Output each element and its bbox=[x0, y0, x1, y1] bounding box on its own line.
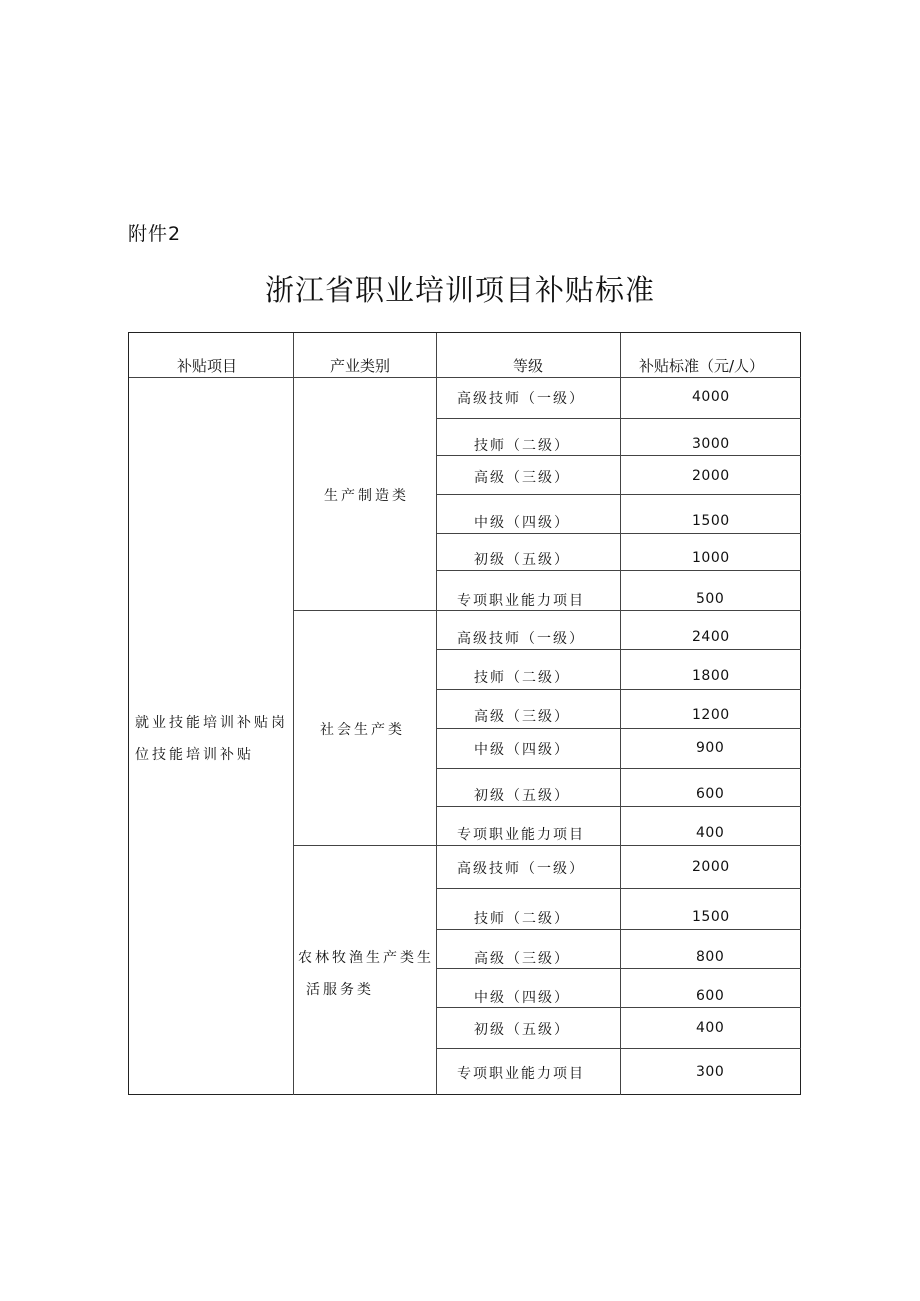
level-cell: 专项职业能力项目 bbox=[457, 1066, 585, 1082]
amount-cell: 1500 bbox=[692, 513, 730, 529]
amount-cell: 600 bbox=[696, 786, 725, 802]
amount-cell: 800 bbox=[696, 949, 725, 965]
row-divider bbox=[436, 455, 801, 456]
row-divider bbox=[436, 570, 801, 571]
amount-cell: 300 bbox=[696, 1064, 725, 1080]
amount-cell: 1500 bbox=[692, 909, 730, 925]
amount-cell: 400 bbox=[696, 1020, 725, 1036]
amount-cell: 2400 bbox=[692, 629, 730, 645]
row-divider bbox=[436, 806, 801, 807]
level-cell: 中级（四级） bbox=[474, 990, 570, 1006]
level-cell: 中级（四级） bbox=[474, 515, 570, 531]
category-line: 活服务类 bbox=[306, 982, 374, 998]
level-cell: 专项职业能力项目 bbox=[457, 593, 585, 609]
row-divider bbox=[436, 768, 801, 769]
column-divider bbox=[293, 333, 294, 1095]
level-cell: 高级（三级） bbox=[474, 470, 570, 486]
level-cell: 初级（五级） bbox=[474, 788, 570, 804]
row-divider bbox=[436, 533, 801, 534]
level-cell: 高级技师（一级） bbox=[457, 391, 585, 407]
row-divider bbox=[436, 728, 801, 729]
header-project: 补贴项目 bbox=[177, 357, 238, 375]
amount-cell: 500 bbox=[696, 591, 725, 607]
group-divider bbox=[293, 845, 801, 846]
level-cell: 技师（二级） bbox=[474, 911, 570, 927]
amount-cell: 1200 bbox=[692, 707, 730, 723]
row-divider bbox=[436, 888, 801, 889]
project-cell bbox=[135, 707, 288, 771]
level-cell: 技师（二级） bbox=[474, 670, 570, 686]
level-cell: 初级（五级） bbox=[474, 1022, 570, 1038]
amount-cell: 4000 bbox=[692, 389, 730, 405]
row-divider bbox=[436, 1007, 801, 1008]
amount-cell: 400 bbox=[696, 825, 725, 841]
amount-cell: 1800 bbox=[692, 668, 730, 684]
amount-cell: 2000 bbox=[692, 859, 730, 875]
category-cell bbox=[298, 942, 434, 1006]
level-cell: 中级（四级） bbox=[474, 742, 570, 758]
project-line: 就业技能培训补贴岗 bbox=[135, 715, 288, 731]
row-divider bbox=[436, 418, 801, 419]
amount-cell: 2000 bbox=[692, 468, 730, 484]
row-divider bbox=[129, 377, 801, 378]
category-line: 农林牧渔生产类生 bbox=[298, 950, 434, 966]
amount-cell: 900 bbox=[696, 740, 725, 756]
attachment-label: 附件2 bbox=[128, 223, 182, 245]
amount-cell: 600 bbox=[696, 988, 725, 1004]
row-divider bbox=[436, 929, 801, 930]
level-cell: 专项职业能力项目 bbox=[457, 827, 585, 843]
header-level: 等级 bbox=[513, 357, 544, 375]
row-divider bbox=[436, 968, 801, 969]
level-cell: 高级技师（一级） bbox=[457, 861, 585, 877]
category-cell: 社会生产类 bbox=[320, 722, 405, 738]
document-title: 浙江省职业培训项目补贴标准 bbox=[264, 273, 655, 307]
level-cell: 高级技师（一级） bbox=[457, 631, 585, 647]
subsidy-table bbox=[128, 332, 801, 1095]
group-divider bbox=[293, 610, 801, 611]
level-cell: 技师（二级） bbox=[474, 438, 570, 454]
column-divider bbox=[620, 333, 621, 1095]
column-divider bbox=[436, 333, 437, 1095]
level-cell: 高级（三级） bbox=[474, 951, 570, 967]
row-divider bbox=[436, 689, 801, 690]
amount-cell: 1000 bbox=[692, 550, 730, 566]
row-divider bbox=[436, 1048, 801, 1049]
project-line: 位技能培训补贴 bbox=[135, 747, 254, 763]
header-category: 产业类别 bbox=[330, 357, 391, 375]
header-amount: 补贴标准（元/人） bbox=[639, 357, 765, 375]
level-cell: 初级（五级） bbox=[474, 552, 570, 568]
level-cell: 高级（三级） bbox=[474, 709, 570, 725]
amount-cell: 3000 bbox=[692, 436, 730, 452]
row-divider bbox=[436, 494, 801, 495]
row-divider bbox=[436, 649, 801, 650]
category-cell: 生产制造类 bbox=[324, 488, 409, 504]
